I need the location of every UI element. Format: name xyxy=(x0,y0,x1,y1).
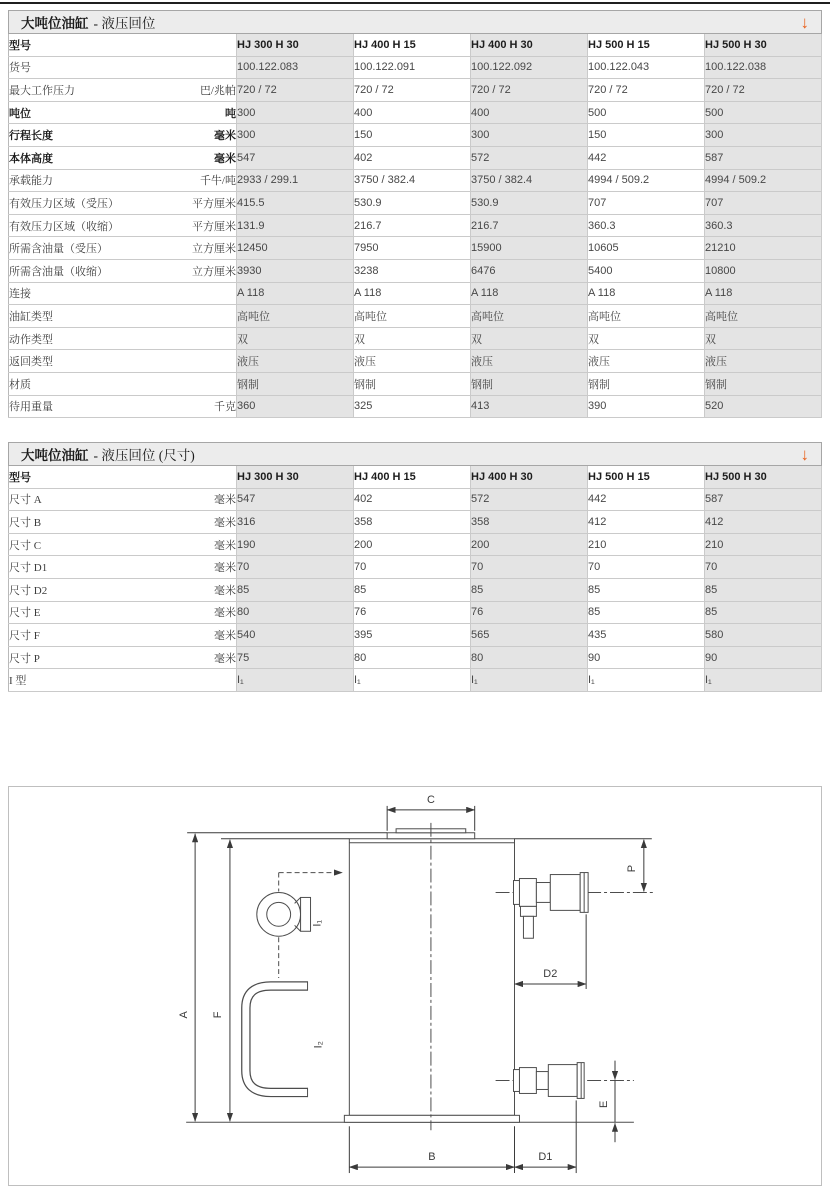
cell-value: 液压 xyxy=(354,350,471,373)
spec-table-section xyxy=(8,10,822,418)
cell-value: 85 xyxy=(705,601,822,624)
cell-value: 412 xyxy=(588,511,705,534)
row-label: 所需含油量（收缩） 立方厘米 xyxy=(9,259,237,282)
cell-value: 液压 xyxy=(705,350,822,373)
table-row xyxy=(9,350,822,373)
row-label: I 型 xyxy=(9,669,237,692)
page-top-rule xyxy=(0,2,830,4)
top-coupler-block xyxy=(519,879,536,907)
cell-value: 216.7 xyxy=(471,214,588,237)
cell-value: A 118 xyxy=(588,282,705,305)
row-label: 吨位 吨 xyxy=(9,101,237,124)
cell-value: 442 xyxy=(588,488,705,511)
row-label: 行程长度 毫米 xyxy=(9,124,237,147)
cell-value: 547 xyxy=(237,488,354,511)
cell-value: 413 xyxy=(471,395,588,418)
cell-value: 双 xyxy=(588,327,705,350)
cell-value: 720 / 72 xyxy=(471,79,588,102)
cell-value: 双 xyxy=(354,327,471,350)
table-row xyxy=(9,259,822,282)
column-header: HJ 300 H 30 xyxy=(237,34,354,56)
cell-value: 10605 xyxy=(588,237,705,260)
table-row xyxy=(9,282,822,305)
cell-value: 液压 xyxy=(471,350,588,373)
cell-value: 150 xyxy=(354,124,471,147)
section-gap xyxy=(0,418,830,442)
cylinder-dimension-drawing xyxy=(9,787,821,1183)
column-header-model: 型号 xyxy=(9,34,237,56)
table-row xyxy=(9,169,822,192)
cell-value: 76 xyxy=(471,601,588,624)
section-title-bar xyxy=(8,442,822,466)
bottom-coupler-barrel xyxy=(548,1065,577,1097)
cell-value: 双 xyxy=(705,327,822,350)
cell-value: 21210 xyxy=(705,237,822,260)
cell-value: 358 xyxy=(354,511,471,534)
table-row xyxy=(9,533,822,556)
cell-value: 720 / 72 xyxy=(705,79,822,102)
bottom-coupler-flange xyxy=(514,1070,520,1092)
row-label: 尺寸 D1 毫米 xyxy=(9,556,237,579)
lifting-eye-inner xyxy=(267,902,291,926)
cell-value: 3930 xyxy=(237,259,354,282)
cell-value: 85 xyxy=(354,579,471,602)
table-row xyxy=(9,556,822,579)
cell-value: 70 xyxy=(471,556,588,579)
bottom-coupler-neck xyxy=(536,1072,548,1090)
scroll-down-arrow-icon[interactable]: ↓ xyxy=(800,12,809,32)
cell-value: 钢制 xyxy=(354,372,471,395)
table-row xyxy=(9,488,822,511)
cell-value: 100.122.043 xyxy=(588,56,705,79)
cell-value: 572 xyxy=(471,488,588,511)
cell-value: 720 / 72 xyxy=(354,79,471,102)
header-row xyxy=(9,466,822,488)
cell-value: 572 xyxy=(471,146,588,169)
row-label: 有效压力区域（收缩） 平方厘米 xyxy=(9,214,237,237)
cell-value: 325 xyxy=(354,395,471,418)
row-label: 油缸类型 xyxy=(9,305,237,328)
cell-value: 3238 xyxy=(354,259,471,282)
cell-value: 530.9 xyxy=(471,192,588,215)
row-label: 尺寸 F 毫米 xyxy=(9,624,237,647)
cell-value: 80 xyxy=(237,601,354,624)
dimensions-table-section xyxy=(8,442,822,692)
top-coupler-barrel xyxy=(550,875,580,911)
carry-handle-inner xyxy=(246,986,308,1092)
cell-value: 360.3 xyxy=(705,214,822,237)
cell-value: 双 xyxy=(237,327,354,350)
cell-value: 80 xyxy=(471,646,588,669)
top-coupler-pipe-collar xyxy=(520,906,536,916)
dim-label-a: A xyxy=(178,1011,191,1019)
cell-value: 液压 xyxy=(588,350,705,373)
cell-value: 390 xyxy=(588,395,705,418)
row-label: 尺寸 A 毫米 xyxy=(9,488,237,511)
cell-value: 76 xyxy=(354,601,471,624)
cell-value: 520 xyxy=(705,395,822,418)
cell-value: 442 xyxy=(588,146,705,169)
dimensions-table xyxy=(8,466,822,692)
cell-value: A 118 xyxy=(237,282,354,305)
cell-value: 216.7 xyxy=(354,214,471,237)
row-label: 最大工作压力 巴/兆帕 xyxy=(9,79,237,102)
table-row xyxy=(9,646,822,669)
cell-value: 587 xyxy=(705,488,822,511)
cell-value: 高吨位 xyxy=(705,305,822,328)
cell-value: 90 xyxy=(705,646,822,669)
table-row xyxy=(9,101,822,124)
table-row xyxy=(9,395,822,418)
cell-value: 高吨位 xyxy=(354,305,471,328)
column-header: HJ 500 H 30 xyxy=(705,466,822,488)
cell-value: 500 xyxy=(705,101,822,124)
cell-value: 131.9 xyxy=(237,214,354,237)
cell-value: 435 xyxy=(588,624,705,647)
column-header-model: 型号 xyxy=(9,466,237,488)
dim-label-e: E xyxy=(598,1100,611,1109)
table-row xyxy=(9,624,822,647)
cell-value: 钢制 xyxy=(237,372,354,395)
cell-value: 100.122.092 xyxy=(471,56,588,79)
top-coupler-pipe xyxy=(523,916,533,938)
technical-drawing-panel xyxy=(8,786,822,1186)
table-row xyxy=(9,669,822,692)
cell-value: 316 xyxy=(237,511,354,534)
row-label: 待用重量 千克 xyxy=(9,395,237,418)
cell-value: 高吨位 xyxy=(471,305,588,328)
cell-value: 2933 / 299.1 xyxy=(237,169,354,192)
cell-value: 6476 xyxy=(471,259,588,282)
spec-table xyxy=(8,34,822,418)
cell-value: 200 xyxy=(354,533,471,556)
table-row xyxy=(9,237,822,260)
column-header: HJ 400 H 30 xyxy=(471,34,588,56)
cell-value: 钢制 xyxy=(705,372,822,395)
cell-value: 580 xyxy=(705,624,822,647)
lifting-eye-tab xyxy=(301,897,311,931)
cell-value: 100.122.091 xyxy=(354,56,471,79)
row-label: 所需含油量（受压） 立方厘米 xyxy=(9,237,237,260)
row-label: 尺寸 P 毫米 xyxy=(9,646,237,669)
cell-value: 10800 xyxy=(705,259,822,282)
row-label: 尺寸 E 毫米 xyxy=(9,601,237,624)
column-header: HJ 400 H 15 xyxy=(354,466,471,488)
cell-value: 钢制 xyxy=(588,372,705,395)
cell-value: 7950 xyxy=(354,237,471,260)
header-row xyxy=(9,34,822,56)
cell-value: 双 xyxy=(471,327,588,350)
cell-value: 500 xyxy=(588,101,705,124)
cell-value: A 118 xyxy=(705,282,822,305)
cell-value: 85 xyxy=(237,579,354,602)
table-row xyxy=(9,511,822,534)
table-row xyxy=(9,372,822,395)
row-label: 返回类型 xyxy=(9,350,237,373)
table-row xyxy=(9,305,822,328)
top-coupler-flange xyxy=(514,881,520,905)
dim-label-d1: D1 xyxy=(538,1151,553,1164)
cell-value: 85 xyxy=(705,579,822,602)
section-subtitle: - 液压回位 (尺寸) xyxy=(93,448,195,464)
cell-value: 402 xyxy=(354,488,471,511)
cell-value: 402 xyxy=(354,146,471,169)
row-label: 材质 xyxy=(9,372,237,395)
cell-value: 400 xyxy=(471,101,588,124)
scroll-down-arrow-icon[interactable]: ↓ xyxy=(800,444,809,464)
cell-value: 587 xyxy=(705,146,822,169)
cell-value: 4994 / 509.2 xyxy=(588,169,705,192)
section-subtitle: - 液压回位 xyxy=(93,16,156,31)
cell-value: 200 xyxy=(471,533,588,556)
table-row xyxy=(9,327,822,350)
cell-value: 707 xyxy=(705,192,822,215)
cell-value: 360.3 xyxy=(588,214,705,237)
cell-value: 液压 xyxy=(237,350,354,373)
table-row xyxy=(9,56,822,79)
cell-value: 565 xyxy=(471,624,588,647)
row-label: 承载能力 千牛/吨 xyxy=(9,169,237,192)
bottom-coupler-block xyxy=(519,1068,536,1094)
table-row xyxy=(9,214,822,237)
cell-value: 70 xyxy=(354,556,471,579)
cell-value: I₁ xyxy=(471,669,588,692)
dim-label-b: B xyxy=(428,1151,436,1164)
row-label: 有效压力区域（受压） 平方厘米 xyxy=(9,192,237,215)
cell-value: 300 xyxy=(471,124,588,147)
cylinder-base-plate xyxy=(344,1115,519,1122)
row-label: 尺寸 D2 毫米 xyxy=(9,579,237,602)
cell-value: 钢制 xyxy=(471,372,588,395)
cell-value: 210 xyxy=(588,533,705,556)
cell-value: 100.122.038 xyxy=(705,56,822,79)
cell-value: 85 xyxy=(471,579,588,602)
cell-value: 190 xyxy=(237,533,354,556)
cell-value: 高吨位 xyxy=(237,305,354,328)
column-header: HJ 300 H 30 xyxy=(237,466,354,488)
dim-label-c: C xyxy=(426,793,435,806)
cell-value: 300 xyxy=(237,124,354,147)
column-header: HJ 500 H 30 xyxy=(705,34,822,56)
table-row xyxy=(9,601,822,624)
label-i1: I₁ xyxy=(311,919,324,927)
dim-label-d2: D2 xyxy=(543,968,558,981)
cell-value: 720 / 72 xyxy=(588,79,705,102)
cell-value: 300 xyxy=(705,124,822,147)
cylinder-body xyxy=(349,839,514,1116)
table-row xyxy=(9,146,822,169)
cell-value: 415.5 xyxy=(237,192,354,215)
cell-value: 100.122.083 xyxy=(237,56,354,79)
cell-value: A 118 xyxy=(471,282,588,305)
cell-value: 530.9 xyxy=(354,192,471,215)
table-row xyxy=(9,192,822,215)
cell-value: A 118 xyxy=(354,282,471,305)
table-row xyxy=(9,79,822,102)
cell-value: 707 xyxy=(588,192,705,215)
cell-value: 高吨位 xyxy=(588,305,705,328)
cell-value: 85 xyxy=(588,601,705,624)
label-i2: I₂ xyxy=(312,1041,325,1049)
cell-value: 547 xyxy=(237,146,354,169)
cell-value: 70 xyxy=(588,556,705,579)
cell-value: 85 xyxy=(588,579,705,602)
carry-handle xyxy=(246,986,308,1092)
cell-value: 300 xyxy=(237,101,354,124)
cell-value: 75 xyxy=(237,646,354,669)
row-label: 货号 xyxy=(9,56,237,79)
cell-value: I₁ xyxy=(354,669,471,692)
cell-value: 720 / 72 xyxy=(237,79,354,102)
row-label: 动作类型 xyxy=(9,327,237,350)
cell-value: 540 xyxy=(237,624,354,647)
cell-value: 395 xyxy=(354,624,471,647)
column-header: HJ 500 H 15 xyxy=(588,34,705,56)
cell-value: I₁ xyxy=(705,669,822,692)
cell-value: 412 xyxy=(705,511,822,534)
cell-value: 210 xyxy=(705,533,822,556)
cell-value: 358 xyxy=(471,511,588,534)
table-row xyxy=(9,124,822,147)
cell-value: 70 xyxy=(705,556,822,579)
cell-value: 4994 / 509.2 xyxy=(705,169,822,192)
cell-value: 12450 xyxy=(237,237,354,260)
row-label: 尺寸 C 毫米 xyxy=(9,533,237,556)
row-label: 本体高度 毫米 xyxy=(9,146,237,169)
cell-value: I₁ xyxy=(588,669,705,692)
cell-value: 80 xyxy=(354,646,471,669)
table-row xyxy=(9,579,822,602)
section-title: 大吨位油缸 xyxy=(21,16,89,31)
dim-label-p: P xyxy=(625,864,638,873)
cell-value: 400 xyxy=(354,101,471,124)
cell-value: 15900 xyxy=(471,237,588,260)
column-header: HJ 500 H 15 xyxy=(588,466,705,488)
cell-value: 90 xyxy=(588,646,705,669)
cell-value: 360 xyxy=(237,395,354,418)
cell-value: 70 xyxy=(237,556,354,579)
row-label: 尺寸 B 毫米 xyxy=(9,511,237,534)
cell-value: 3750 / 382.4 xyxy=(354,169,471,192)
top-coupler-neck xyxy=(536,883,550,903)
column-header: HJ 400 H 15 xyxy=(354,34,471,56)
cell-value: 3750 / 382.4 xyxy=(471,169,588,192)
section-title-bar xyxy=(8,10,822,34)
row-label: 连接 xyxy=(9,282,237,305)
dim-label-f: F xyxy=(211,1011,224,1019)
cell-value: I₁ xyxy=(237,669,354,692)
column-header: HJ 400 H 30 xyxy=(471,466,588,488)
cell-value: 5400 xyxy=(588,259,705,282)
section-title: 大吨位油缸 xyxy=(21,448,89,464)
cell-value: 150 xyxy=(588,124,705,147)
